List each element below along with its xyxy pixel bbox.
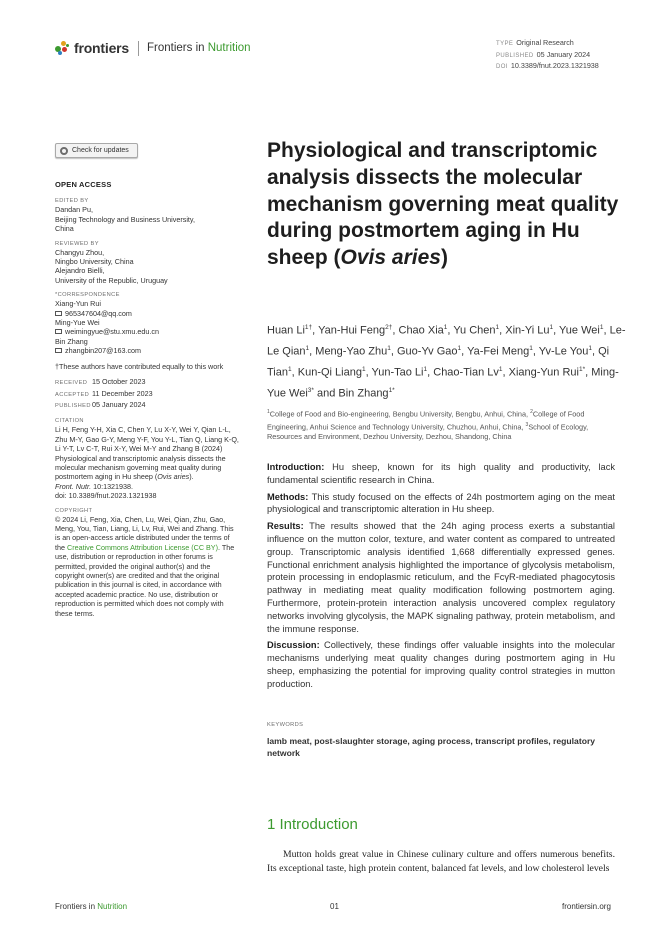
author-affiliation-marker: 1 [498, 366, 503, 374]
affiliation-text: College of Food Engineering, Anhui Science and Technology University, Chuzhou, Anhui, China, [267, 409, 585, 432]
introduction-paragraph: Mutton holds great value in Chinese culinary culture and offers numerous benefits. Its exceptional taste, high protein content, balanced fat levels, and low cholesterol levels [267, 849, 615, 875]
author-affiliation-marker: 2† [385, 324, 393, 331]
keywords-label: KEYWORDS [267, 722, 304, 728]
email-link[interactable]: zhangbin207@163.com [55, 346, 240, 355]
author-list: Huan $Li^{1\dagger}$, Yan-Hui Feng$^{2\dagger}$, Chao Xia$^1$, Yu Chen$^1$, Xin-Yi Lu$^1$, Yue Wei$^1$, Le-Le Qian$^1$, Meng-Yao Zhu$^1$, Guo-Yv Gao$^1$, Ya-Fei Meng$^1$, Yv-Le You$^1$, Qi Tian$^1$, Kun-Qi Liang$^1$, Yun-Tao Li$^1$, Chao-Tian Lv$^1$, Xiang-Yun Rui$^{1*}$, Ming-Yue Wei$^{3*}$ and Bin Zhang$^{1*}$ [267, 324, 626, 400]
author-affiliation-marker: 1 [588, 345, 592, 353]
abstract-methods: Methods: This study focused on the effects of 24h postmortem aging on the meat physiological and transcriptomic alteration in Hu sheep. [267, 491, 615, 515]
author-name[interactable]: Le-Le Qian [267, 324, 626, 358]
author-name[interactable]: Ming-Yue Wei [267, 366, 619, 400]
affiliation-text: College of Food and Bio-engineering, Bengbu University, Bengbu, Anhui, China, [269, 409, 531, 419]
email-link[interactable]: 965347604@qq.com [55, 309, 240, 318]
meta-published: PUBLISHED 05 January 2024 [496, 49, 591, 59]
open-access-label: OPEN ACCESS [55, 180, 112, 189]
author-affiliation-marker: 1 [495, 324, 500, 331]
check-for-updates-button[interactable] [55, 143, 138, 158]
author-name[interactable]: Huan Li [267, 324, 305, 337]
author-affiliation-marker: 1 [387, 345, 391, 353]
author-affiliation-marker: 1 [288, 366, 292, 374]
citation-block: CITATION Li H, Feng Y-H, Xia C, Chen Y, Lu X-Y, Wei Y, Qian L-L, Zhu M-Y, Gao G-Y, Meng Y-F, You Y-L, Tian Q, Liang K-Q, Li Y-T, Lv C-T, Rui X-Y, Wei M-Y and Zhang B (2024) Physiological and transcriptomic analysis dissects the molecular mechanism governing meat quality during postmortem aging in Hu sheep (Ovis aries). Front. Nutr. 10:1321938. doi: 10.3389/fnut.2023.1321938 [55, 418, 239, 501]
author-affiliation-marker: 1 [549, 324, 554, 331]
affiliation-marker: 2 [530, 409, 533, 415]
frontiers-logo-icon [55, 41, 70, 56]
citation-doi-link[interactable]: doi: 10.3389/fnut.2023.1321938 [55, 491, 157, 501]
article-meta [496, 38, 599, 73]
author-affiliation-marker: 1† [304, 324, 313, 331]
keywords: lamb meat, post-slaughter storage, aging process, transcript profiles, regulatory network [267, 736, 596, 758]
affiliation-text: School of Ecology, Resources and Environment, Dezhou University, Dezhou, Shandong, China [267, 422, 589, 442]
author-affiliation-marker: 1 [599, 324, 604, 331]
email-icon [55, 311, 62, 316]
frontiers-logo[interactable] [55, 40, 251, 56]
affiliation-marker: 3 [525, 421, 529, 428]
check-updates-label: Check for updates [72, 147, 129, 154]
author-name[interactable]: Bin Zhang [338, 387, 389, 400]
sidebar [55, 180, 240, 624]
brand-name: frontiers [74, 40, 129, 56]
author-name[interactable]: Yun-Tao Li [371, 366, 424, 379]
logo-divider [138, 41, 139, 56]
article-title: Physiological and transcriptomic analysis dissects the molecular mechanism governing meat quality during postmortem aging in Hu sheep (Ovis aries) [267, 139, 619, 270]
equal-contribution-note: †These authors have contributed equally to this work [55, 361, 224, 371]
author-affiliation-marker: 1 [305, 345, 310, 353]
dates-block: RECEIVED 15 October 2023 ACCEPTED 11 December 2023 PUBLISHED05 January 2024 [55, 377, 153, 409]
correspondence-block: *CORRESPONDENCE Xiang-Yun Rui 965347604@qq.com Ming-Yue Wei weimingyue@stu.xmu.edu.cn Bin Zhang zhangbin207@163.com [55, 291, 240, 355]
author-name[interactable]: Guo-Yv Gao [396, 345, 458, 358]
copyright-block: COPYRIGHT © 2024 Li, Feng, Xia, Chen, Lu, Wei, Qian, Zhu, Gao, Meng, You, Tian, Liang, Li, Lv, Rui, Wei and Zhang. This is an open-access article distributed under the terms of the Creative Commons Attribution License (CC BY). The use, distribution or reproduction in other forums is permitted, provided the original author(s) and the copyright owner(s) are credited and that the original publication in this journal is cited, in accordance with accepted academic practice. No use, distribution or reproduction is permitted which does not comply with these terms. [55, 507, 235, 618]
abstract-discussion: Discussion: Collectively, these findings offer valuable insights into the molecular mechanisms underlying meat quality changes during postmortem aging in Hu sheep, emphasizing the potential for improving quality control strategies in mutton production. [267, 640, 615, 689]
author-affiliation-marker: 1* [578, 366, 586, 374]
edited-by-block: EDITED BY Dandan Pu, Beijing Technology and Business University, China [55, 198, 195, 234]
author-name[interactable]: Xiang-Yun Rui [508, 366, 579, 379]
affiliation-marker: 1 [267, 409, 270, 415]
author-name[interactable]: Qi Tian [267, 345, 610, 379]
cc-by-license-link[interactable]: Creative Commons Attribution License (CC BY) [67, 542, 218, 552]
author-name[interactable]: Yv-Le You [538, 345, 589, 358]
footer-journal: Frontiers in Nutrition [55, 902, 128, 911]
abstract-introduction: Introduction: Hu sheep, known for its high quality and productivity, lack fundamental scientific research in China. [267, 462, 615, 485]
author-name[interactable]: Meng-Yao Zhu [315, 345, 388, 358]
journal-name: Frontiers in Nutrition [147, 42, 251, 54]
author-affiliation-marker: 1 [529, 345, 533, 353]
author-affiliation-marker: 1* [388, 387, 395, 395]
check-updates-icon [60, 147, 68, 155]
page-number: 01 [330, 902, 339, 911]
author-name[interactable]: Xin-Yi Lu [505, 324, 550, 337]
affiliations [267, 407, 617, 442]
email-link[interactable]: weimingyue@stu.xmu.edu.cn [55, 327, 240, 336]
author-name[interactable]: Yan-Hui Feng [318, 324, 386, 337]
author-name[interactable]: Chao-Tian Lv [433, 366, 499, 379]
reviewed-by-block: REVIEWED BY Changyu Zhou, Ningbo University, China Alejandro Bielli, University of the Republic, Uruguay [55, 240, 168, 285]
meta-type: TYPE Original Research [496, 38, 574, 47]
author-name[interactable]: Yu Chen [453, 324, 496, 337]
author-affiliation-marker: 3* [307, 387, 314, 395]
author-name[interactable]: Chao Xia [398, 324, 444, 337]
author-affiliation-marker: 1 [423, 366, 428, 374]
author-affiliation-marker: 1 [361, 366, 366, 374]
footer-site-link[interactable]: frontiersin.org [562, 902, 611, 911]
email-icon [55, 348, 62, 353]
author-affiliation-marker: 1 [457, 345, 462, 353]
author-name[interactable]: Kun-Qi Liang [297, 366, 362, 379]
section-heading-introduction: 1 Introduction [267, 816, 358, 833]
email-icon [55, 329, 62, 334]
author-affiliation-marker: 1 [443, 324, 448, 331]
abstract [267, 461, 615, 695]
abstract-results: Results: The results showed that the 24h aging process exerts a substantial influence on the mutton color, texture, and water content as compared to untreated group. Transcriptomic analysis identified 1,668 differentially expressed genes. Functional enrichment analysis highlighted the importance of glycolysis metabolism, protein processing in endoplasmic reticulum, and the FcγR-mediated phagocytosis pathway in mediating meat quality modification following postmortem aging. Furthermore, protein-protein interaction analysis uncovered complex regulatory networks involving glycolysis, the MAPK signaling pathway, protein metabolism, and the immune response. [267, 521, 615, 634]
author-name[interactable]: Ya-Fei Meng [467, 345, 530, 358]
meta-doi[interactable]: DOI 10.3389/fnut.2023.1321938 [496, 61, 599, 71]
author-name[interactable]: Yue Wei [559, 324, 600, 337]
